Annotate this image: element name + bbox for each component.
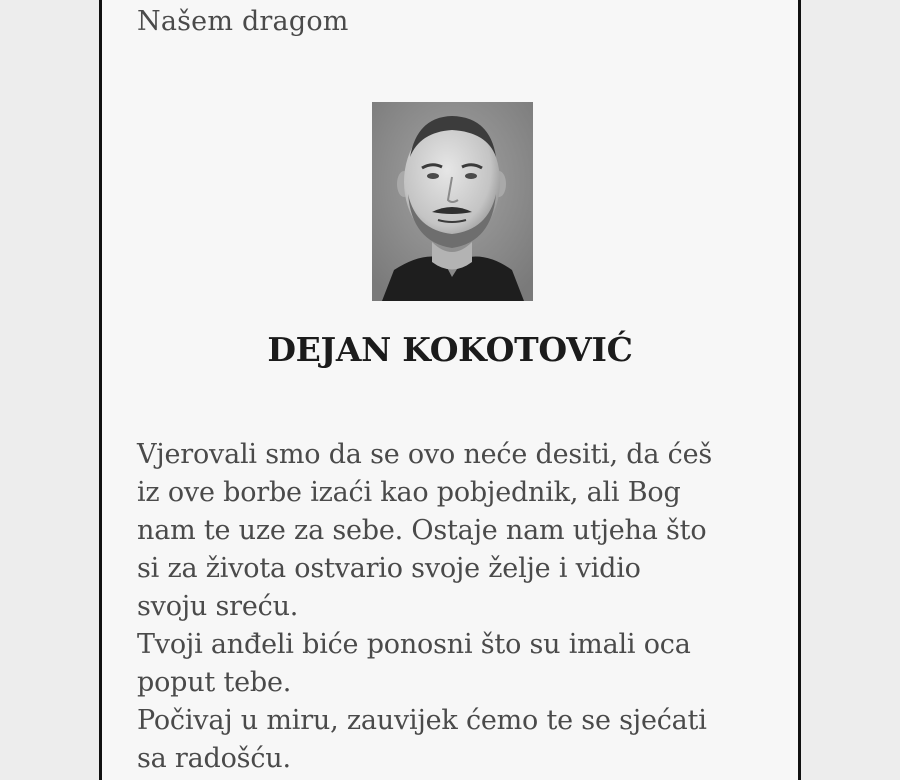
text-line: Vjerovali smo da se ovo neće desiti, da ćeš <box>137 439 713 470</box>
text-line: Počivaj u miru, zauvijek ćemo te se sjećati <box>137 705 707 736</box>
text-line: svoju sreću. <box>137 591 299 622</box>
text-line: poput tebe. <box>137 667 292 698</box>
text-line: si za života ostvario svoje želje i vidio <box>137 553 641 584</box>
text-line: nam te uze za sebe. Ostaje nam utjeha što <box>137 515 707 546</box>
text-line: sa radošću. <box>137 743 291 774</box>
text-line: Tvoji anđeli biće ponosni što su imali oca <box>137 629 691 660</box>
text-line: iz ove borbe izaći kao pobjednik, ali Bog <box>137 477 681 508</box>
deceased-name: DEJAN KOKOTOVIĆ <box>267 330 633 369</box>
portrait-photo <box>372 102 533 301</box>
obituary-notice <box>99 0 801 780</box>
intro-text: Našem dragom <box>137 6 349 37</box>
obituary-text <box>137 436 787 778</box>
